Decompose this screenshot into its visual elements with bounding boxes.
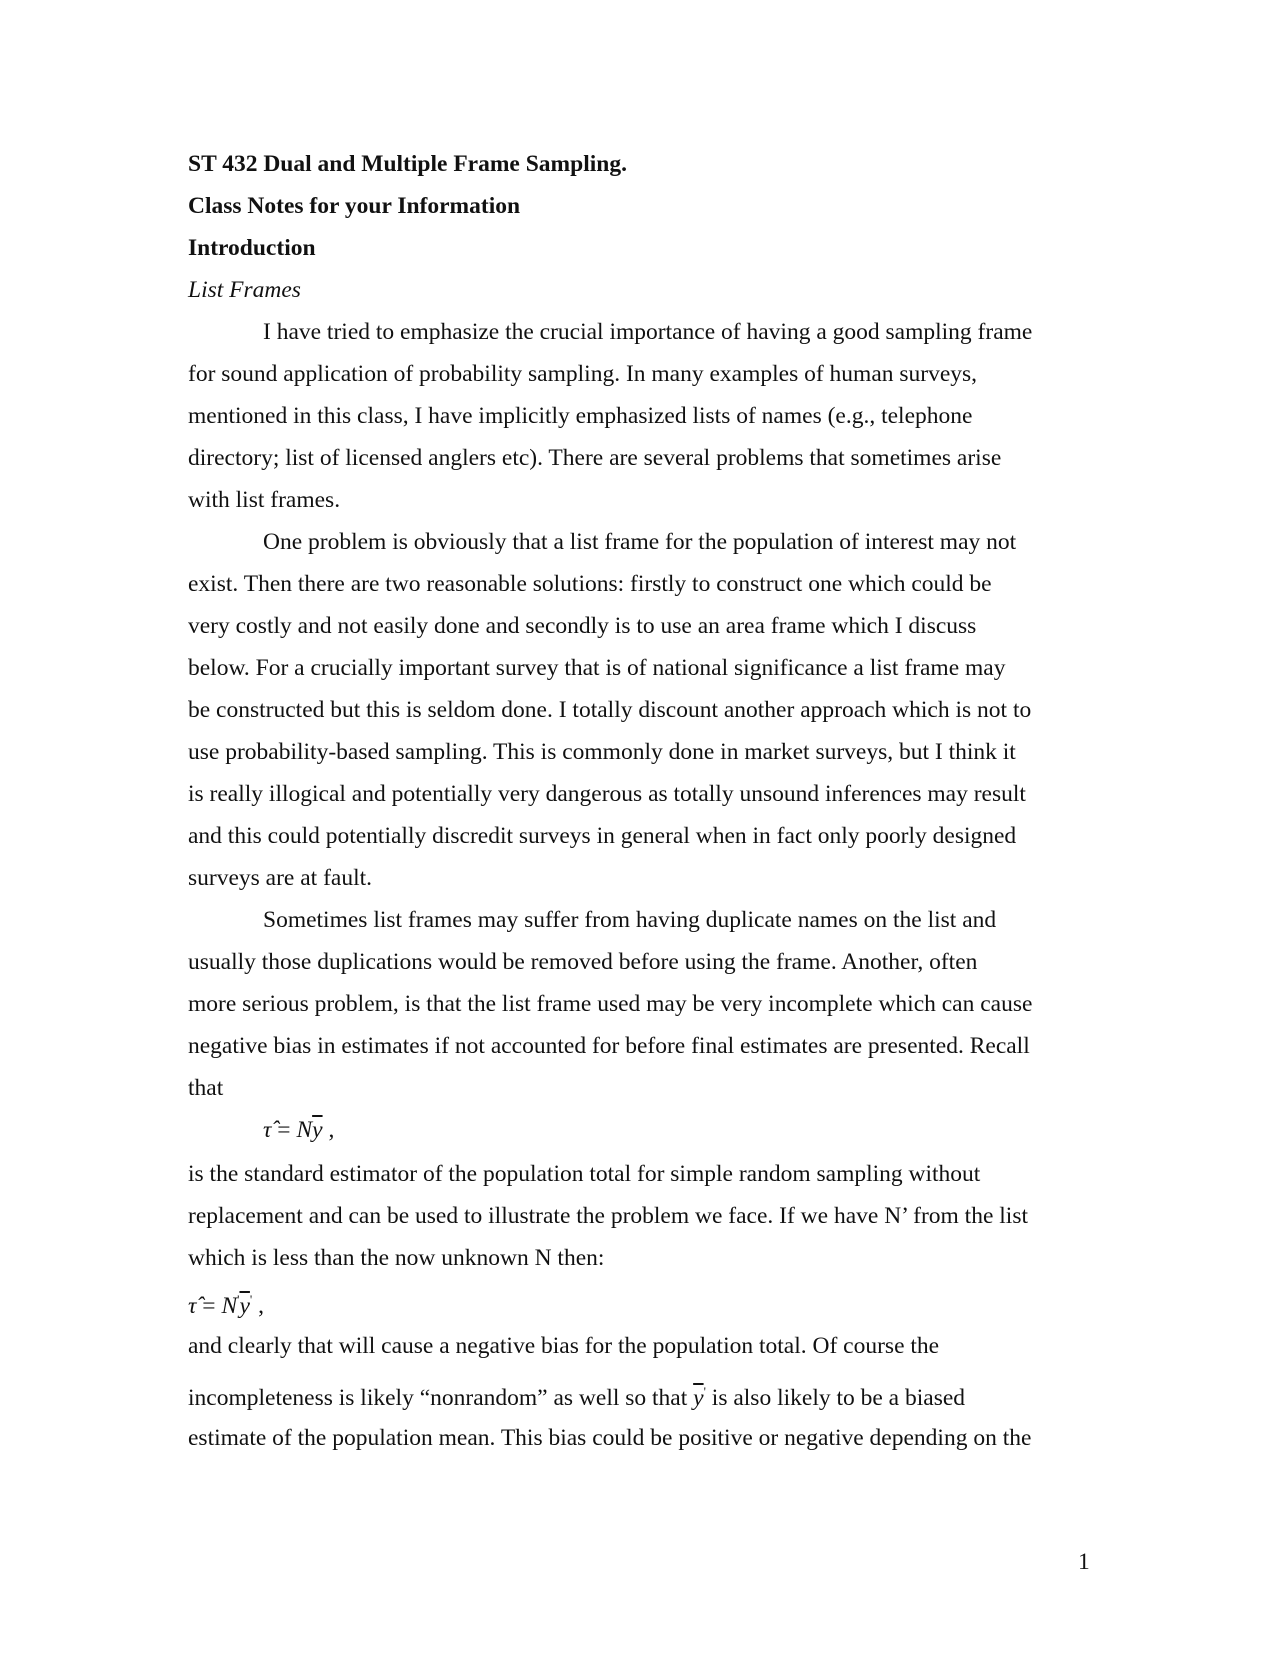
tau-hat-symbol: τ̂ xyxy=(188,1292,197,1319)
paragraph-line: and this could potentially discredit surveys in general when in fact only poorly designed xyxy=(188,823,1017,849)
subsection-heading: List Frames xyxy=(188,277,301,303)
paragraph-line: be constructed but this is seldom done. I totally discount another approach which is not to xyxy=(188,697,1032,723)
prime-mark: ' xyxy=(237,1292,240,1307)
paragraph-line: surveys are at fault. xyxy=(188,865,373,891)
paragraph-line: estimate of the population mean. This bias could be positive or negative depending on the xyxy=(188,1425,1032,1451)
paragraph-line: more serious problem, is that the list frame used may be very incomplete which can cause xyxy=(188,991,1033,1017)
equation-comma: , xyxy=(252,1292,264,1319)
paragraph-line: use probability-based sampling. This is commonly done in market surveys, but I think it xyxy=(188,739,1016,765)
prime-mark: ' xyxy=(249,1292,253,1307)
equals-sign: = xyxy=(271,1117,297,1143)
section-heading: Introduction xyxy=(188,235,316,261)
prime-mark: ' xyxy=(703,1384,706,1399)
paragraph-line: One problem is obviously that a list frame for the population of interest may not xyxy=(263,529,1017,555)
paragraph-line: I have tried to emphasize the crucial importance of having a good sampling frame xyxy=(263,319,1033,345)
line-text-before: incompleteness is likely “nonrandom” as well so that xyxy=(188,1384,694,1411)
paragraph-line: is the standard estimator of the population total for simple random sampling without xyxy=(188,1161,981,1187)
document-title: ST 432 Dual and Multiple Frame Sampling. xyxy=(188,151,627,177)
equals-sign: = xyxy=(196,1292,222,1319)
paragraph-line: and clearly that will cause a negative bias for the population total. Of course the xyxy=(188,1333,940,1359)
paragraph-line: for sound application of probability sampling. In many examples of human surveys, xyxy=(188,361,978,387)
equation-list-estimator xyxy=(188,1286,264,1320)
paragraph-line: Sometimes list frames may suffer from having duplicate names on the list and xyxy=(263,907,997,933)
paragraph-line: exist. Then there are two reasonable solutions: firstly to construct one which could be xyxy=(188,571,992,597)
document-subtitle: Class Notes for your Information xyxy=(188,193,521,219)
paragraph-line: directory; list of licensed anglers etc). There are several problems that sometimes arise xyxy=(188,445,1002,471)
y-bar-symbol: $\overline{y}$ xyxy=(312,1117,323,1143)
paragraph-line: is really illogical and potentially very dangerous as totally unsound inferences may result xyxy=(188,781,1026,807)
paragraph-line: replacement and can be used to illustrate the problem we face. If we have N’ from the list xyxy=(188,1203,1028,1229)
equation-total-estimator xyxy=(263,1116,334,1144)
n-symbol: N xyxy=(296,1117,313,1143)
y-bar-symbol: $\overline{y}$ xyxy=(693,1384,704,1411)
tau-hat-symbol: τ̂ xyxy=(263,1117,272,1143)
n-symbol: N xyxy=(221,1292,238,1319)
paragraph-line: usually those duplications would be removed before using the frame. Another, often xyxy=(188,949,978,975)
paragraph-line: that xyxy=(188,1075,224,1101)
equation-comma: , xyxy=(322,1117,335,1143)
paragraph-line-with-math xyxy=(188,1378,965,1412)
line-text-after: is also likely to be a biased xyxy=(705,1384,966,1411)
paragraph-line: with list frames. xyxy=(188,487,341,513)
page-number: 1 xyxy=(1078,1549,1090,1575)
paragraph-line: negative bias in estimates if not accounted for before final estimates are presented. Recall xyxy=(188,1033,1030,1059)
paragraph-line: which is less than the now unknown N then: xyxy=(188,1245,605,1271)
y-bar-symbol: $\overline{y}$ xyxy=(239,1292,250,1319)
paragraph-line: below. For a crucially important survey that is of national significance a list frame may xyxy=(188,655,1006,681)
paragraph-line: very costly and not easily done and secondly is to use an area frame which I discuss xyxy=(188,613,977,639)
paragraph-line: mentioned in this class, I have implicitly emphasized lists of names (e.g., telephone xyxy=(188,403,973,429)
